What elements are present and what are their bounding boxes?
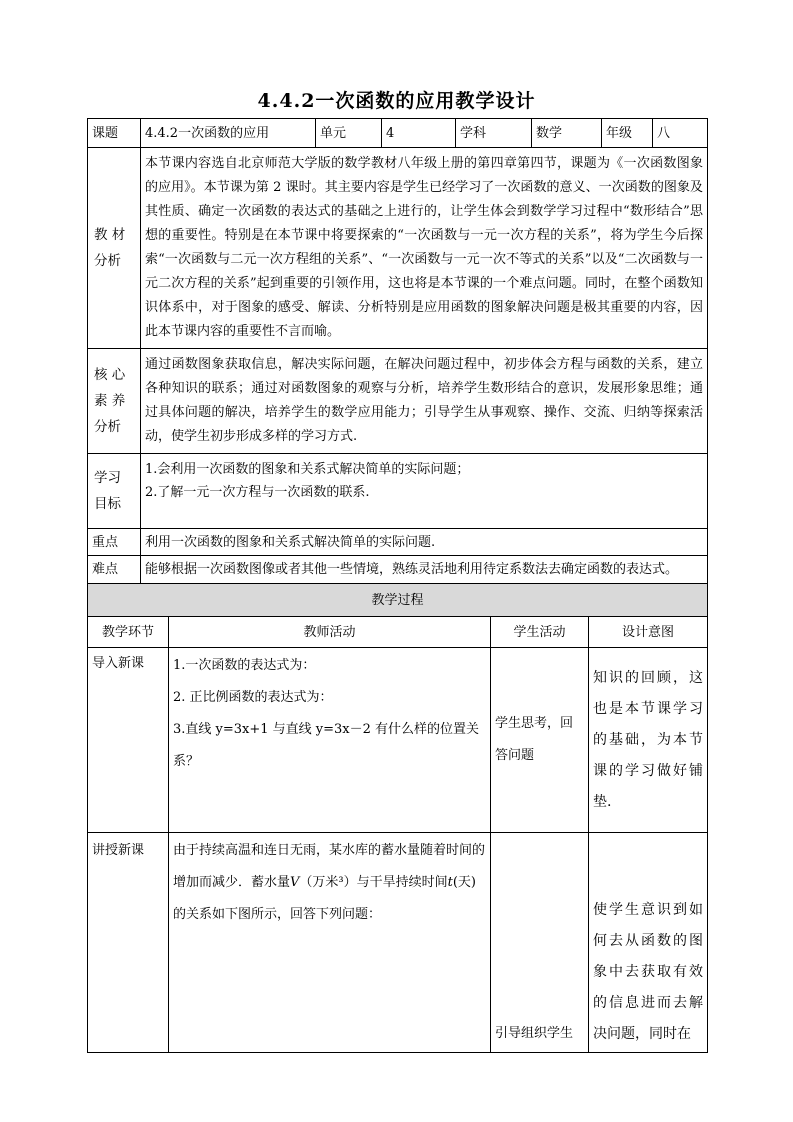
goals-text xyxy=(141,454,708,529)
difficulty-text: 能够根据一次函数图像或者其他一些情境，熟练灵活地利用待定系数法去确定函数的表达式。 xyxy=(141,556,708,584)
subject-value: 数学 xyxy=(532,119,602,148)
stage-cell: 导入新课 xyxy=(88,648,169,833)
col-stage: 教学环节 xyxy=(88,617,169,648)
design-cell: 使学生意识到如何去从函数的图象中去获取有效的信息进而去解决问题，同时在 xyxy=(589,833,708,1053)
unit-label: 单元 xyxy=(316,119,382,148)
process-header: 教学过程 xyxy=(88,584,708,617)
key-text: 利用一次函数的图象和关系式解决简单的实际问题. xyxy=(141,529,708,556)
variable-v: V xyxy=(290,875,300,890)
page-title: 4.4.2一次函数的应用教学设计 xyxy=(257,90,536,112)
goals-row xyxy=(88,454,708,529)
goal-item: 1.会利用一次函数的图象和关系式解决简单的实际问题； xyxy=(145,462,470,477)
topic-value: 4.4.2一次函数的应用 xyxy=(141,119,316,148)
difficulty-row xyxy=(88,556,708,584)
core-label: 核 心 素 养 分析 xyxy=(88,349,141,454)
variable-t: t xyxy=(447,875,453,890)
core-text: 通过函数图象获取信息，解决实际问题，在解决问题过程中，初步体会方程与函数的关系，建立各种知识的联系；通过对函数图象的观察与分析，培养学生数形结合的意识，发展形象思维；通过具体问题的解决，培养学生的数学应用能力；引导学生从事观察、操作、交流、归纳等探索活动，使学生初步形成多样的学习方式. xyxy=(141,349,708,454)
student-cell: 引导组织学生 xyxy=(491,833,589,1053)
grade-label: 年级 xyxy=(602,119,653,148)
goals-label: 学习 目标 xyxy=(88,454,141,529)
material-text: 本节课内容选自北京师范大学版的数学教材八年级上册的第四章第四节，课题为《一次函数图象的应用》。本节课为第 2 课时。其主要内容是学生已经学习了一次函数的意义、一次函数的图象及其性质、确定一次函数的表达式的基础之上进行的，让学生体会到数学学习过程中“数形结合”思想的重要性。特别是在本节课中将要探索的“一次函数与一元一次方程的关系”，将为学生今后探索“一次函数与二元一次方程组的关系”、“一次函数与一元一次不等式的关系”以及“二次函数与一元二次方程的关系”起到重要的引领作用，这也将是本节课的一个难点问题。同时，在整个函数知识体系中，对于图象的感受、解读、分析特别是应用函数的图象解决问题是极其重要的内容，因此本节课内容的重要性不言而喻。 xyxy=(141,148,708,349)
grade-value: 八 xyxy=(653,119,708,148)
teacher-cell: 由于持续高温和连日无雨，某水库的蓄水量随着时间的增加而减少．蓄水量V（万米³）与干旱持续时间t(天)的关系如下图所示，回答下列问题： xyxy=(169,833,491,1053)
process-columns-row xyxy=(88,617,708,648)
stage-cell: 讲授新课 xyxy=(88,833,169,1053)
process-header-row xyxy=(88,584,708,617)
material-row xyxy=(88,148,708,349)
goal-item: 2.了解一元一次方程与一次函数的联系. xyxy=(145,485,370,500)
col-teacher: 教师活动 xyxy=(169,617,491,648)
info-row xyxy=(88,119,708,148)
process-row xyxy=(88,833,708,1053)
key-row xyxy=(88,529,708,556)
key-label: 重点 xyxy=(88,529,141,556)
design-cell: 知识的回顾，这也是本节课学习的基础，为本节课的学习做好铺垫. xyxy=(589,648,708,833)
core-row xyxy=(88,349,708,454)
process-table xyxy=(87,583,708,1053)
subject-label: 学科 xyxy=(456,119,532,148)
material-label: 教 材 分析 xyxy=(88,148,141,349)
difficulty-label: 难点 xyxy=(88,556,141,584)
process-row xyxy=(88,648,708,833)
student-cell: 学生思考，回答问题 xyxy=(491,648,589,833)
teacher-cell: 1.一次函数的表达式为： 2. 正比例函数的表达式为： 3.直线 y=3x+1 与直线 y=3x－2 有什么样的位置关系？ xyxy=(169,648,491,833)
col-student: 学生活动 xyxy=(491,617,589,648)
info-table xyxy=(87,118,708,584)
topic-label: 课题 xyxy=(88,119,141,148)
col-design: 设计意图 xyxy=(589,617,708,648)
unit-value: 4 xyxy=(382,119,456,148)
